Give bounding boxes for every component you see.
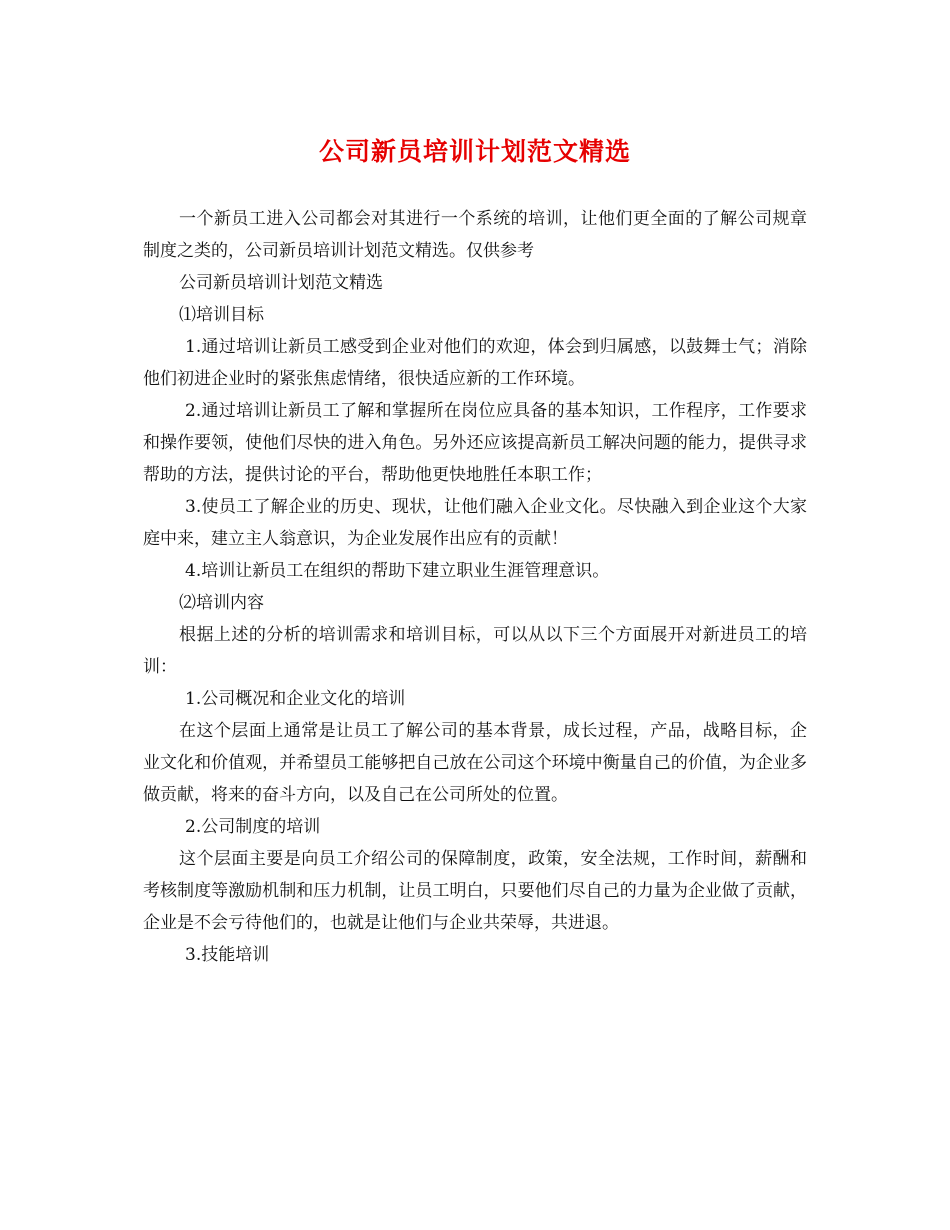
goal-item-2: 2.通过培训让新员工了解和掌握所在岗位应具备的基本知识，工作程序，工作要求和操作要领，使他们尽快的进入角色。另外还应该提高新员工解决问题的能力，提供寻求帮助的方法，提供讨论的平台，帮助他更快地胜任本职工作；	[143, 401, 807, 485]
section-heading-content: ⑵培训内容	[179, 593, 264, 613]
paragraph-subtitle: 公司新员培训计划范文精选	[179, 273, 383, 293]
section-heading-goals: ⑴培训目标	[179, 305, 264, 325]
content-heading-1: 1.公司概况和企业文化的培训	[185, 689, 406, 709]
document-body	[143, 203, 807, 971]
goal-item-3: 3.使员工了解企业的历史、现状，让他们融入企业文化。尽快融入到企业这个大家庭中来，建立主人翁意识，为企业发展作出应有的贡献！	[143, 497, 807, 549]
paragraph-intro: 一个新员工进入公司都会对其进行一个系统的培训，让他们更全面的了解公司规章制度之类的，公司新员培训计划范文精选。仅供参考	[143, 209, 807, 261]
paragraph-content-1: 在这个层面上通常是让员工了解公司的基本背景，成长过程，产品，战略目标，企业文化和价值观，并希望员工能够把自己放在公司这个环境中衡量自己的价值，为企业多做贡献，将来的奋斗方向，以及自己在公司所处的位置。	[143, 721, 807, 805]
paragraph-content-2: 这个层面主要是向员工介绍公司的保障制度，政策，安全法规，工作时间，薪酬和考核制度等激励机制和压力机制，让员工明白，只要他们尽自己的力量为企业做了贡献，企业是不会亏待他们的，也就是让他们与企业共荣辱，共进退。	[143, 849, 807, 933]
goal-item-4: 4.培训让新员工在组织的帮助下建立职业生涯管理意识。	[185, 561, 610, 581]
document-title: 公司新员培训计划范文精选	[318, 137, 631, 166]
goal-item-1: 1.通过培训让新员工感受到企业对他们的欢迎，体会到归属感，以鼓舞士气；消除他们初进企业时的紧张焦虑情绪，很快适应新的工作环境。	[143, 337, 807, 389]
paragraph-content-intro: 根据上述的分析的培训需求和培训目标，可以从以下三个方面展开对新进员工的培训：	[143, 625, 807, 677]
content-heading-2: 2.公司制度的培训	[185, 817, 321, 837]
content-heading-3: 3.技能培训	[185, 945, 270, 965]
